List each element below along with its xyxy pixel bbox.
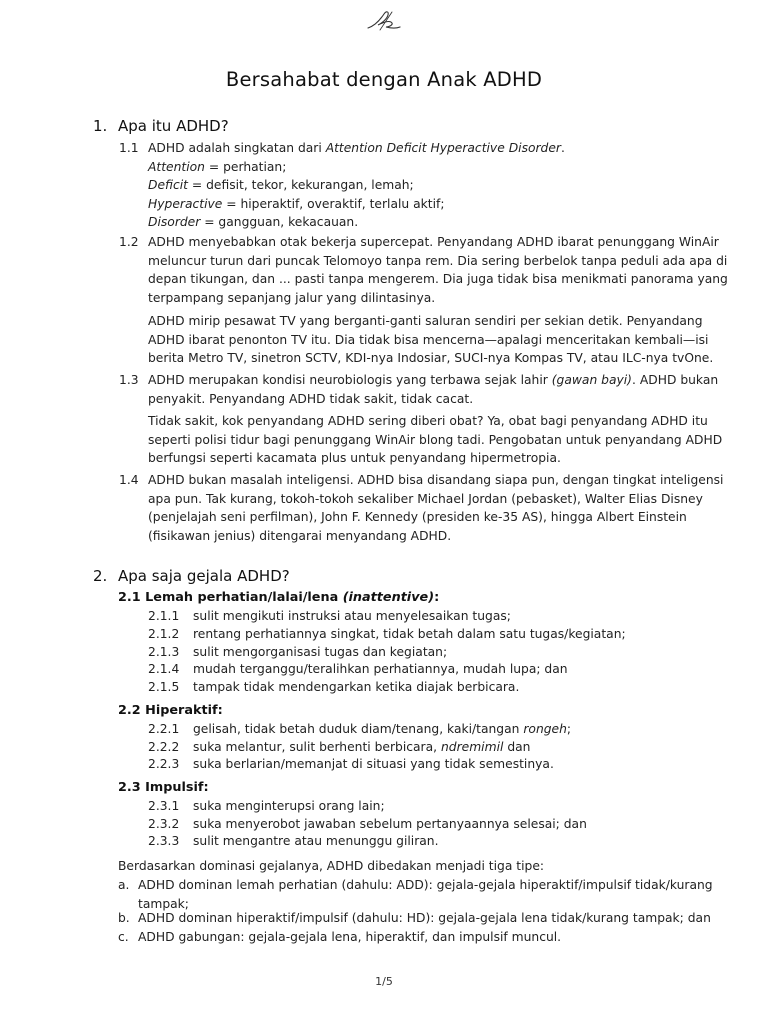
definition-line: Disorder = gangguan, kekacauan. bbox=[148, 215, 359, 229]
subsection-number: 1.3 bbox=[119, 373, 139, 387]
paragraph-1-3a bbox=[148, 371, 719, 408]
subsection-number: 1.1 bbox=[119, 141, 139, 155]
text-line: (penjelajah seni perfilman), John F. Kennedy (presiden ke-35 AS), hingga Albert Einstein bbox=[148, 510, 687, 524]
text-line: ADHD ibarat penonton TV itu. Dia tidak bisa mencerna—apalagi menceritakan kembali—isi bbox=[148, 332, 709, 347]
paragraph-1-4 bbox=[148, 471, 724, 545]
text-line: seperti polisi tidur bagi penunggang WinAir blong tadi. Pengobatan untuk penyandang ADHD bbox=[148, 432, 723, 447]
section-number: 1. bbox=[93, 117, 108, 135]
section-number: 2. bbox=[93, 567, 108, 585]
document-title: Bersahabat dengan Anak ADHD bbox=[225, 68, 543, 91]
subsection-number: 1.2 bbox=[119, 235, 139, 249]
section-title: Apa itu ADHD? bbox=[118, 117, 229, 135]
text-line: ADHD adalah singkatan dari Attention Deficit Hyperactive Disorder. bbox=[148, 141, 565, 155]
paragraph-1-2a bbox=[148, 233, 728, 307]
text-line: meluncur turun dari puncak Telomoyo tanpa rem. Dia sering berbelok tanpa peduli ada apa di bbox=[148, 253, 728, 268]
text-line: ADHD merupakan kondisi neurobiologis yang terbawa sejak lahir (gawan bayi). ADHD bukan bbox=[148, 373, 719, 387]
text-line: ADHD mirip pesawat TV yang berganti-ganti saluran sendiri per sekian detik. Penyandang bbox=[148, 314, 703, 328]
section-title: Apa saja gejala ADHD? bbox=[118, 567, 290, 585]
types-intro: Berdasarkan dominasi gejalanya, ADHD dibedakan menjadi tiga tipe: bbox=[118, 859, 545, 873]
text-line: terpampang sepanjang jalur yang dilintasinya. bbox=[148, 290, 436, 305]
text-line: ADHD bukan masalah inteligensi. ADHD bisa disandang siapa pun, dengan tingkat inteligensi bbox=[148, 473, 724, 487]
definition-line: Deficit = defisit, tekor, kekurangan, lemah; bbox=[148, 178, 414, 192]
definition-line: Attention = perhatian; bbox=[148, 159, 287, 174]
definition-line: Hyperactive = hiperaktif, overaktif, terlalu aktif; bbox=[148, 196, 445, 211]
subsection-2-1-heading: 2.1 Lemah perhatian/lalai/lena (inattentive): bbox=[118, 590, 440, 605]
text-line: Tidak sakit, kok penyandang ADHD sering diberi obat? Ya, obat bagi penyandang ADHD itu bbox=[148, 414, 708, 428]
subsection-2-3-heading: 2.3 Impulsif: bbox=[118, 780, 209, 795]
paragraph-1-2b bbox=[148, 312, 714, 368]
text-line: berita Metro TV, sinetron SCTV, KDI-nya Indosiar, SUCI-nya Kompas TV, atau ILC-nya tvOne. bbox=[148, 351, 714, 365]
subsection-number: 1.4 bbox=[119, 473, 139, 487]
text-line: depan tikungan, dan ... pasti tanpa mengerem. Dia juga tidak bisa menikmati panorama yang bbox=[148, 272, 728, 286]
text-line: berfungsi seperti kacamata plus untuk penyandang hipermetropia. bbox=[148, 451, 561, 465]
text-line: (fisikawan jenius) ditengarai menyandang ADHD. bbox=[148, 528, 452, 543]
text-line: apa pun. Tak kurang, tokoh-tokoh sekaliber Michael Jordan (pebasket), Walter Elias Disney bbox=[148, 491, 703, 506]
page-number: 1/5 bbox=[375, 975, 393, 988]
text-line: penyakit. Penyandang ADHD tidak sakit, tidak cacat. bbox=[148, 391, 474, 406]
paragraph-1-3b bbox=[148, 412, 723, 468]
subsection-2-2-heading: 2.2 Hiperaktif: bbox=[118, 703, 223, 718]
text-line: ADHD menyebabkan otak bekerja supercepat. Penyandang ADHD ibarat penunggang WinAir bbox=[148, 235, 719, 249]
paragraph-1-1 bbox=[148, 139, 696, 232]
signature-logo-icon bbox=[362, 8, 406, 34]
document-page: Bersahabat dengan Anak ADHD 1. Apa itu ADHD? 1.1 ADHD adalah singkatan dari Attention Deficit Hyperactive Disorder. Attention = perhatian; Deficit = defisit, tekor, kekurangan, lemah; Hyperactive = hiperaktif, overaktif, terlalu aktif; Disorder = gangguan, kekacauan. 1.2 ADHD menyebabkan otak bekerja supercepat. Penyandang ADHD ibarat penunggang WinAir meluncur turun dari puncak Telomoyo tanpa rem. Dia sering berbelok tanpa peduli ada apa di depan tikungan, dan ... pasti tanpa mengerem. Dia juga tidak bisa menikmati panorama yang terpampang sepanjang jalur yang dilintasinya. ADHD mirip pesawat TV yang berganti-ganti saluran sendiri per sekian detik. Penyandang ADHD ibarat penonton TV itu. Dia tidak bisa mencerna—apalagi menceritakan kembali—isi berita Metro TV, sinetron SCTV, KDI-nya Indosiar, SUCI-nya Kompas TV, atau ILC-nya tvOne. 1.3 ADHD merupakan kondisi neurobiologis yang terbawa sejak lahir (gawan bayi). ADHD bukan penyakit. Penyandang ADHD tidak sakit, tidak cacat. Tidak sakit, kok penyandang ADHD sering diberi obat? Ya, obat bagi penyandang ADHD itu seperti polisi tidur bagi penunggang WinAir blong tadi. Pengobatan untuk penyandang ADHD berfungsi seperti kacamata plus untuk penyandang hipermetropia. 1.4 ADHD bukan masalah inteligensi. ADHD bisa disandang siapa pun, dengan tingkat inteligensi apa pun. Tak kurang, tokoh-tokoh sekaliber Michael Jordan (pebasket), Walter Elias Disney (penjelajah seni perfilman), John F. Kennedy (presiden ke-35 AS), hingga Albert Einstein (fisikawan jenius) ditengarai menyandang ADHD. 2. Apa saja gejala ADHD? 2.1 Lemah perhatian/lalai/lena (inattentive): 2.1.1 sulit mengikuti instruksi atau menyelesaikan tugas; 2.1.2 rentang perhatiannya singkat, tidak betah dalam satu tugas/kegiatan; 2.1.3 sulit mengorganisasi tugas dan kegiatan; 2.1.4 mudah terganggu/teralihkan perhatiannya, mudah lupa; dan 2.1.5 tampak tidak mendengarkan ketika diajak berbicara. 2.2 Hiperaktif: 2.2.1 gelisah, tidak betah duduk diam/tenang, kaki/tangan rongeh; 2.2.2 suka melantur, sulit berhenti berbicara, ndremimil dan 2.2.3 suka berlarian/memanjat di situasi yang tidak semestinya. 2.3 Impulsif: 2.3.1 suka menginterupsi orang lain; 2.3.2 suka menyerobot jawaban sebelum pertanyaannya selesai; dan 2.3.3 sulit mengantre atau menunggu giliran. Berdasarkan dominasi gejalanya, ADHD dibedakan menjadi tiga tipe: a. ADHD dominan lemah perhatian (dahulu: ADD): gejala-gejala hiperaktif/impulsif tidak/kurang tampak; b. ADHD dominan hiperaktif/impulsif (dahulu: HD): gejala-gejala lena tidak/kurang tampak; dan c. ADHD gabungan: gejala-gejala lena, hiperaktif, dan impulsif muncul. 1/5 bbox=[0, 0, 768, 1024]
